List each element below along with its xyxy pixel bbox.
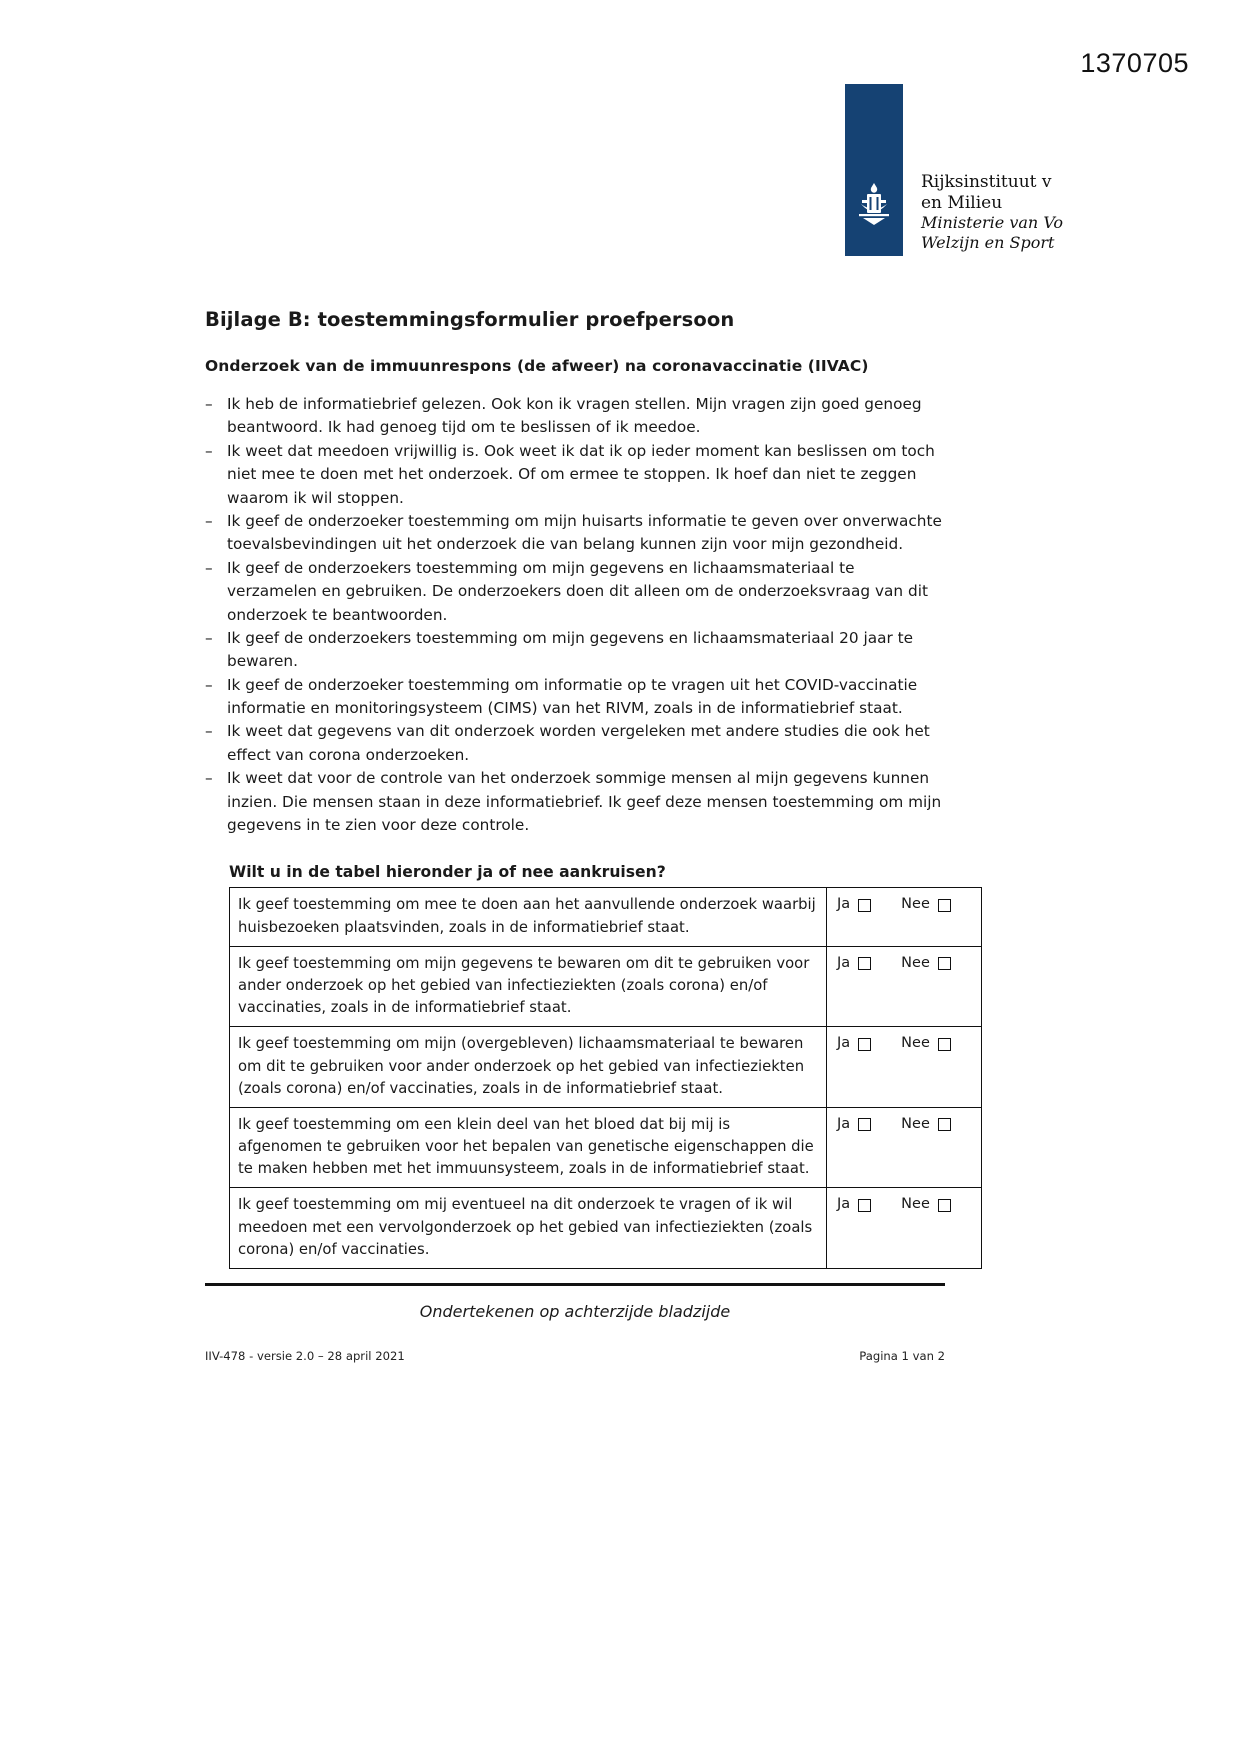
logo-bar: [845, 84, 903, 256]
statement-text: Ik weet dat gegevens van dit onderzoek worden vergeleken met andere studies die ook het effect van corona onderzoeken.: [227, 722, 930, 764]
dash-bullet-icon: –: [205, 395, 213, 413]
dash-bullet-icon: –: [205, 722, 213, 741]
list-item: [205, 510, 945, 557]
yes-label: Ja: [837, 1035, 851, 1052]
list-item: [205, 557, 945, 627]
page-footer: [205, 1349, 945, 1363]
option-group: [837, 953, 973, 975]
statement-text: Ik weet dat meedoen vrijwillig is. Ook weet ik dat ik op ieder moment kan beslissen om toch niet mee te doen met het onderzoek. Of om ermee te stoppen. Ik hoef dan niet te zeggen waarom ik wil stoppen.: [227, 441, 935, 507]
dash-bullet-icon: –: [205, 675, 213, 694]
yes-checkbox[interactable]: [858, 1118, 871, 1131]
table-row: [230, 1188, 982, 1269]
yes-label: Ja: [837, 896, 851, 913]
page-title: Bijlage B: toestemmingsformulier proefpersoon: [205, 308, 735, 331]
no-checkbox[interactable]: [938, 1199, 951, 1212]
no-label: Nee: [901, 1035, 930, 1052]
no-label: Nee: [901, 1196, 930, 1213]
no-checkbox[interactable]: [938, 957, 951, 970]
yes-checkbox[interactable]: [858, 957, 871, 970]
consent-statement: Ik geef toestemming om mee te doen aan het aanvullende onderzoek waarbij huisbezoeken plaatsvinden, zoals in de informatiebrief staat.: [230, 888, 827, 946]
table-row: [230, 888, 982, 946]
logo-line-3: Ministerie van Vo: [921, 213, 1064, 233]
horizontal-divider: [205, 1283, 945, 1286]
table-row: [230, 946, 982, 1027]
dash-bullet-icon: –: [205, 441, 213, 460]
statement-text: Ik heb de informatiebrief gelezen. Ook kon ik vragen stellen. Mijn vragen zijn goed genoeg beantwoord. Ik had genoeg tijd om te beslissen of ik meedoe.: [227, 395, 922, 437]
option-group: [837, 894, 973, 916]
list-item: [205, 393, 945, 440]
no-label: Nee: [901, 896, 930, 913]
rivm-logo: [845, 84, 1063, 256]
statement-text: Ik geef de onderzoekers toestemming om mijn gegevens en lichaamsmateriaal 20 jaar te bewaren.: [227, 628, 914, 671]
consent-statement: Ik geef toestemming om mijn gegevens te bewaren om dit te gebruiken voor ander onderzoek op het gebied van infectieziekten (zoals corona) en/of vaccinaties, zoals in de informatiebrief staat.: [230, 946, 827, 1027]
consent-statement: Ik geef toestemming om een klein deel van het bloed dat bij mij is afgenomen te gebruiken voor het bepalen van genetische eigenschappen die te maken hebben met het immuunsysteem, zoals in de informatiebrief staat.: [230, 1107, 827, 1188]
consent-statement: Ik geef toestemming om mij eventueel na dit onderzoek te vragen of ik wil meedoen met een vervolgonderzoek op het gebied van infectieziekten (zoals corona) en/of vaccinaties.: [230, 1188, 827, 1269]
yes-label: Ja: [837, 1115, 851, 1132]
question-heading: Wilt u in de tabel hieronder ja of nee aankruisen?: [229, 863, 666, 882]
yes-checkbox[interactable]: [858, 1038, 871, 1051]
footer-version: IIV-478 - versie 2.0 – 28 april 2021: [205, 1349, 405, 1364]
option-group: [837, 1114, 973, 1136]
yes-checkbox[interactable]: [858, 1199, 871, 1212]
yes-checkbox[interactable]: [858, 899, 871, 912]
logo-line-4: Welzijn en Sport: [921, 232, 1055, 252]
table-row: [230, 1027, 982, 1108]
dash-bullet-icon: –: [205, 769, 213, 788]
list-item: [205, 440, 945, 510]
footer-page-number: Pagina 1 van 2: [859, 1349, 945, 1364]
consent-options: [827, 946, 982, 1027]
dash-bullet-icon: –: [205, 628, 213, 647]
logo-text: [921, 84, 1063, 253]
consent-statement: Ik geef toestemming om mijn (overgebleven) lichaamsmateriaal te bewaren om dit te gebruiken voor ander onderzoek op het gebied van infectieziekten (zoals corona) en/of vaccinaties, zoals in de informatiebrief staat.: [230, 1027, 827, 1108]
consent-options: [827, 888, 982, 946]
no-checkbox[interactable]: [938, 1118, 951, 1131]
list-item: [205, 674, 945, 721]
statement-text: Ik geef de onderzoeker toestemming om informatie op te vragen uit het COVID-vaccinatie informatie en monitoringsysteem (CIMS) van het RIVM, zoals in de informatiebrief staat.: [227, 675, 918, 718]
consent-options: [827, 1107, 982, 1188]
statement-text: Ik weet dat voor de controle van het onderzoek sommige mensen al mijn gegevens kunnen inzien. Die mensen staan in deze informatiebrief. Ik geef deze mensen toestemming om mijn gegevens in te zien voor deze controle.: [227, 769, 942, 835]
statement-text: Ik geef de onderzoekers toestemming om mijn gegevens en lichaamsmateriaal te verzamelen en gebruiken. De onderzoekers doen dit alleen om de onderzoeksvraag van dit onderzoek te beantwoorden.: [227, 558, 928, 624]
logo-line-1: Rijksinstituut v: [921, 172, 1052, 192]
yes-label: Ja: [837, 1196, 851, 1213]
yes-label: Ja: [837, 954, 851, 971]
consent-options: [827, 1027, 982, 1108]
no-label: Nee: [901, 954, 930, 971]
dash-bullet-icon: –: [205, 511, 213, 530]
document-content: [205, 308, 945, 1363]
consent-table: [229, 887, 982, 1269]
page-subtitle: Onderzoek van de immuunrespons (de afweer) na coronavaccinatie (IIVAC): [205, 357, 869, 375]
document-number: 1370705: [1080, 48, 1189, 78]
statement-text: Ik geef de onderzoeker toestemming om mijn huisarts informatie te geven over onverwachte toevalsbevindingen uit het onderzoek die van belang kunnen zijn voor mijn gezondheid.: [227, 511, 942, 554]
option-group: [837, 1194, 973, 1216]
logo-line-2: en Milieu: [921, 192, 1003, 213]
no-checkbox[interactable]: [938, 899, 951, 912]
list-item: [205, 767, 945, 837]
dash-bullet-icon: –: [205, 558, 213, 577]
statements-list: [205, 393, 945, 837]
table-row: [230, 1107, 982, 1188]
sign-note: Ondertekenen op achterzijde bladzijde: [419, 1302, 731, 1322]
list-item: [205, 627, 945, 674]
list-item: [205, 720, 945, 767]
option-group: [837, 1033, 973, 1055]
no-checkbox[interactable]: [938, 1038, 951, 1051]
no-label: Nee: [901, 1115, 930, 1132]
consent-options: [827, 1188, 982, 1269]
coat-of-arms-icon: [853, 180, 895, 228]
